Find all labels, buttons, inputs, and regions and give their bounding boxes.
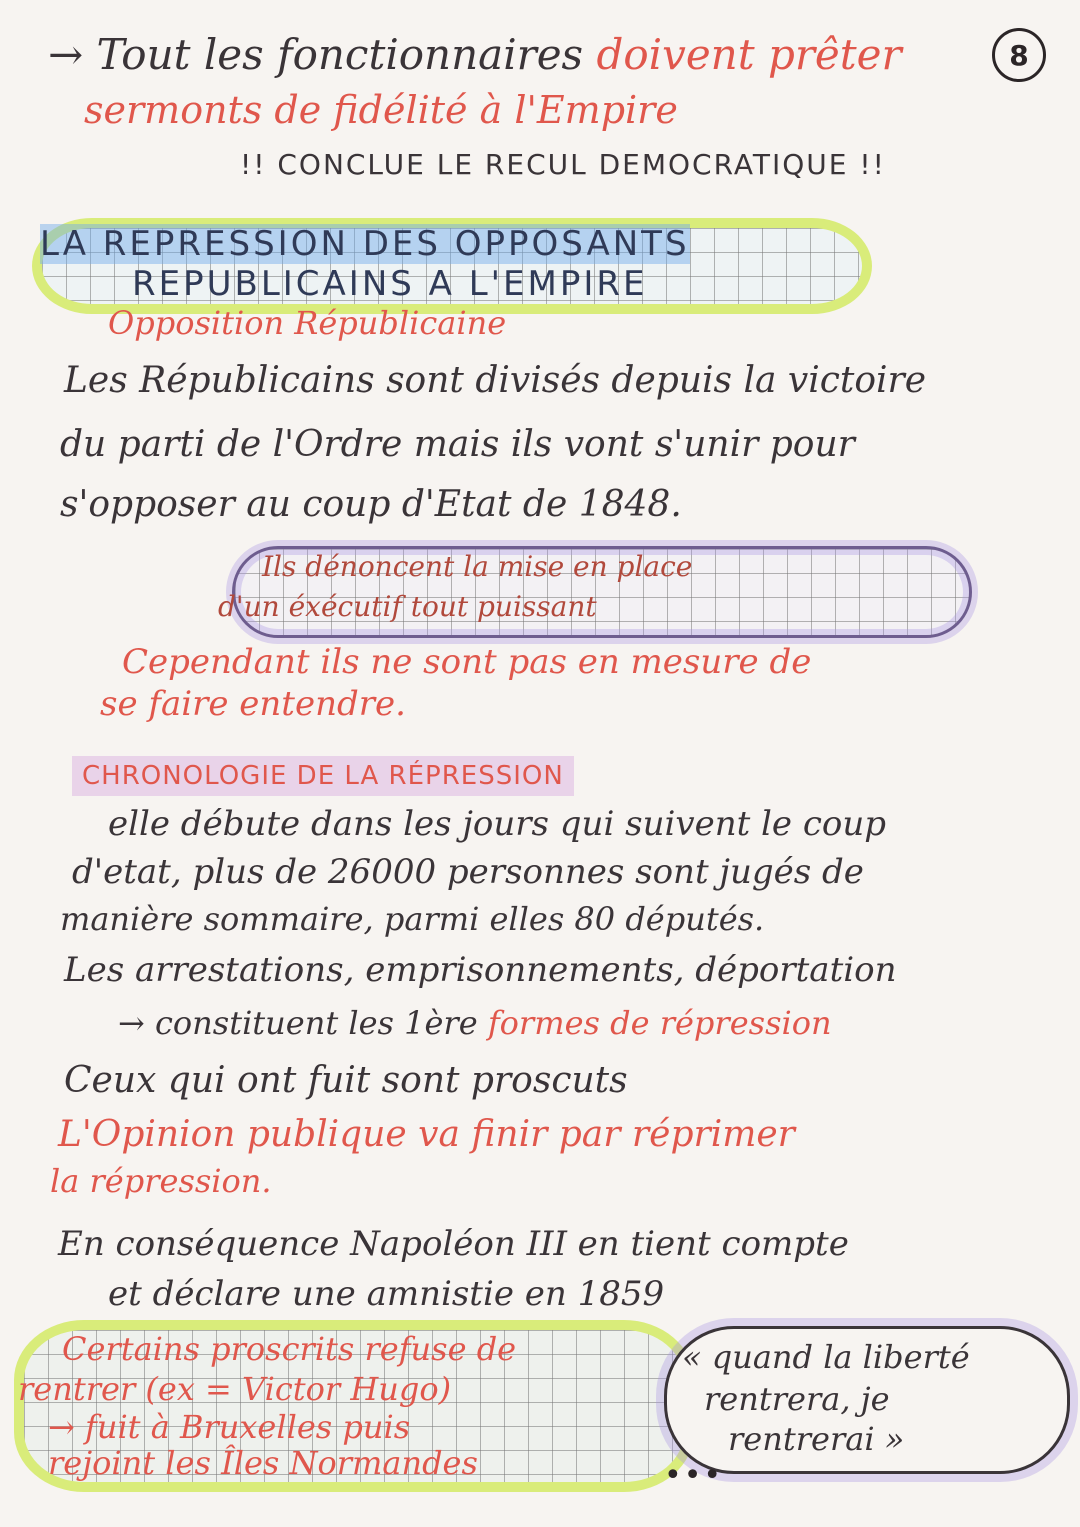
- emphasis-line: Ils dénoncent la mise en place: [262, 550, 693, 583]
- quote-line: « quand la liberté: [682, 1338, 970, 1376]
- example-line: rejoint les Îles Normandes: [48, 1444, 478, 1482]
- paragraph-line: Les Républicains sont divisés depuis la victoire: [64, 360, 927, 401]
- paragraph-line: Les arrestations, emprisonnements, déportation: [64, 950, 897, 990]
- arrow-line: → constituent les 1ère formes de répression: [118, 1004, 832, 1042]
- quote-line: rentrera, je: [704, 1380, 890, 1418]
- paragraph-line: L'Opinion publique va finir par réprimer: [58, 1114, 795, 1155]
- paragraph-line: d'etat, plus de 26000 personnes sont jugés de: [72, 852, 864, 892]
- example-line: → fuit à Bruxelles puis: [48, 1408, 411, 1446]
- paragraph-line: la répression.: [50, 1162, 272, 1200]
- example-line: rentrer (ex = Victor Hugo): [18, 1370, 452, 1408]
- section-subtitle-opposition: Opposition Républicaine: [108, 304, 507, 342]
- paragraph-line: et déclare une amnistie en 1859: [108, 1274, 665, 1314]
- paragraph-line: Ceux qui ont fuit sont proscuts: [64, 1060, 628, 1101]
- example-line: Certains proscrits refuse de: [62, 1330, 517, 1368]
- paragraph-line: Cependant ils ne sont pas en mesure de: [122, 642, 812, 682]
- paragraph-line: En conséquence Napoléon III en tient compte: [58, 1224, 849, 1264]
- intro-line-1: → Tout les fonctionnaires doivent prêter: [48, 30, 902, 79]
- paragraph-line: se faire entendre.: [100, 684, 406, 724]
- quote-line: rentrerai »: [728, 1420, 905, 1458]
- paragraph-line: elle débute dans les jours qui suivent le coup: [108, 804, 887, 844]
- page-number: 8: [992, 28, 1046, 82]
- paragraph-line: manière sommaire, parmi elles 80 députés.: [60, 900, 765, 938]
- title-line-1: LA REPRESSION DES OPPOSANTS: [40, 224, 690, 264]
- intro-conclusion: !! CONCLUE LE RECUL DEMOCRATIQUE !!: [240, 148, 886, 181]
- paragraph-line: du parti de l'Ordre mais ils vont s'unir pour: [60, 424, 855, 465]
- paragraph-line: s'opposer au coup d'Etat de 1848.: [60, 484, 682, 525]
- intro-line-2: sermonts de fidélité à l'Empire: [84, 88, 678, 132]
- title-line-2: REPUBLICAINS A L'EMPIRE: [132, 264, 648, 304]
- ellipsis-dots: •••: [664, 1458, 724, 1493]
- emphasis-line: d'un éxécutif tout puissant: [218, 590, 597, 623]
- section-subtitle-chronology: CHRONOLOGIE DE LA RÉPRESSION: [72, 756, 574, 796]
